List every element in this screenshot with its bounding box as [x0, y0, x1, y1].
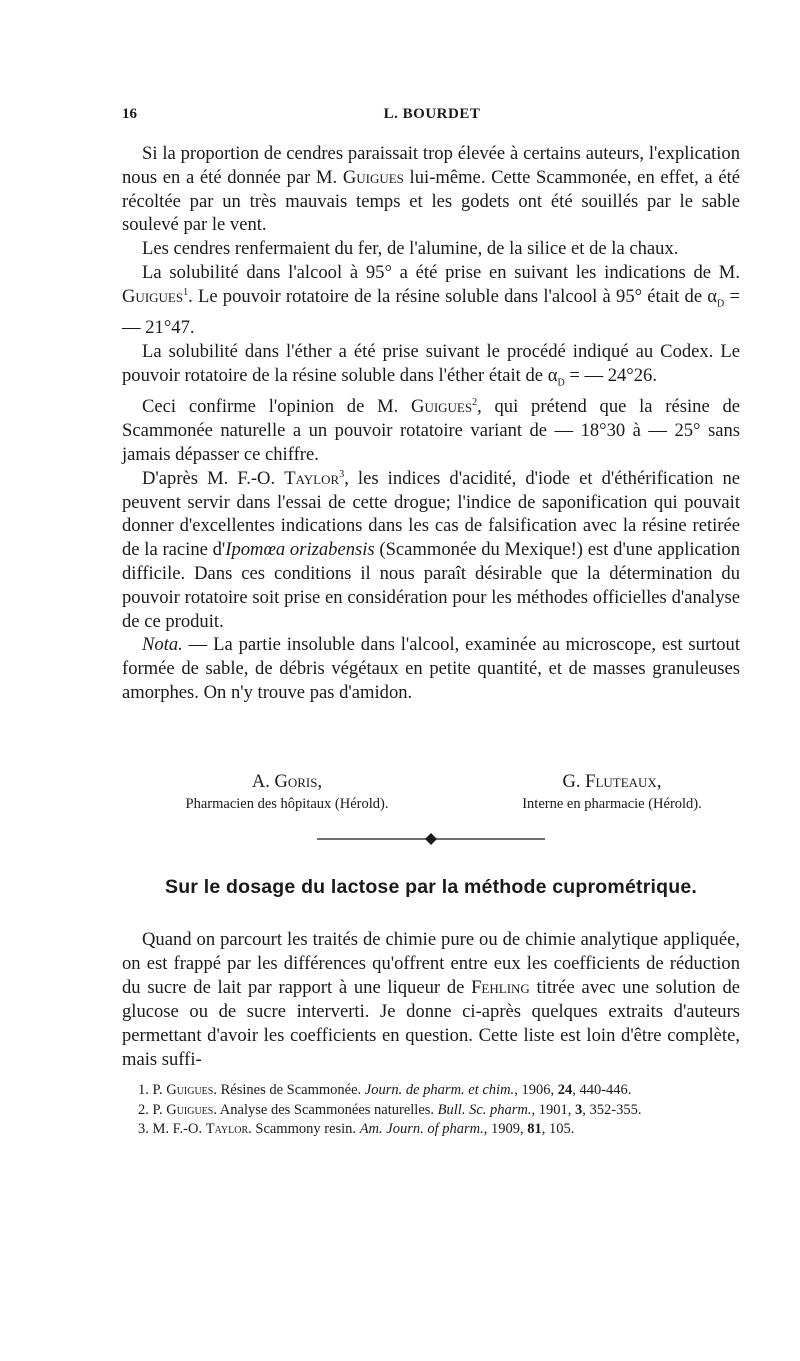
- section-divider: [317, 832, 545, 844]
- paragraph: Si la proportion de cendres paraissait trop élevée à certains auteurs, l'explication nous en a été donnée par M. Guigues lui-même. Cette Scammonée, en effet, a été récoltée par un très mauvais temps et les godets ont été souillés par le sable soulevé par le vent.: [122, 143, 740, 236]
- main-text: [122, 142, 740, 705]
- paragraph: Ceci confirme l'opinion de M. Guigues$^2$, qui prétend que la résine de Scammonée naturelle a un pouvoir rotatoire variant de — 18°30 à — 25° sans jamais dépasser ce chiffre.: [122, 396, 740, 465]
- paragraph: La solubilité dans l'éther a été prise suivant le procédé indiqué au Codex. Le pouvoir rotatoire de la résine soluble dans l'éther était de $\alpha_D$ = — 24°26.: [122, 341, 740, 389]
- paragraph: D'après M. F.-O. Taylor$^3$, les indices d'acidité, d'iode et d'éthérification ne peuvent servir dans l'essai de cette drogue; l'indice de saponification qui pouvait donner d'excellentes indications dans les cas de falsification avec la résine retirée de la racine d'Ipomœa orizabensis (Scammonée du Mexique!) est d'une application difficile. Dans ces conditions il nous paraît désirable que la détermination du pouvoir rotatoire soit prise en considération pour les méthodes officielles d'analyse de ce produit.: [122, 467, 741, 632]
- signature-left: A. Goris, Pharmacien des hôpitaux (Hérold).: [185, 772, 389, 812]
- section-text: [122, 928, 740, 1072]
- signature-right: G. Fluteaux, Interne en pharmacie (Hérold).: [522, 772, 702, 812]
- paragraph: Quand on parcourt les traités de chimie pure ou de chimie analytique appliquée, on est frappé par les différences qu'offrent entre eux les coefficients de réduction du sucre de lait par rapport à une liqueur de Fehling titrée avec une solution de glucose ou de sucre interverti. Je donne ci-après quelques extraits d'auteurs permettant d'avoir les coefficients en question. Cette liste est loin d'être complète, mais suffi-: [122, 929, 740, 1070]
- paragraph: Les cendres renfermaient du fer, de l'alumine, de la silice et de la chaux.: [142, 238, 679, 260]
- footnote: 2. P. Guigues. Analyse des Scammonées naturelles. Bull. Sc. pharm., 1901, 3, 352-355.: [138, 1101, 642, 1118]
- page-header: [122, 106, 742, 132]
- page-number: 16: [122, 106, 137, 122]
- footnote: 3. M. F.-O. Taylor. Scammony resin. Am. Journ. of pharm., 1909, 81, 105.: [138, 1121, 575, 1138]
- running-title: L. BOURDET: [383, 106, 481, 122]
- footnotes: [122, 1081, 740, 1140]
- footnote: 1. P. Guigues. Résines de Scammonée. Journ. de pharm. et chim., 1906, 24, 440-446.: [138, 1082, 632, 1098]
- section-title: Sur le dosage du lactose par la méthode cuprométrique.: [164, 876, 697, 898]
- signatures: [122, 770, 740, 820]
- paragraph: La solubilité dans l'alcool à 95° a été prise en suivant les indications de M. Guigues$^1$. Le pouvoir rotatoire de la résine soluble dans l'alcool à 95° était de $\alpha_D$ = — 21°47.: [122, 261, 740, 339]
- nota-paragraph: Nota. — La partie insoluble dans l'alcool, examinée au microscope, est surtout formée de sable, de débris végétaux en petite quantité, et de masses granuleuses amorphes. On n'y trouve pas d'amidon.: [122, 634, 740, 703]
